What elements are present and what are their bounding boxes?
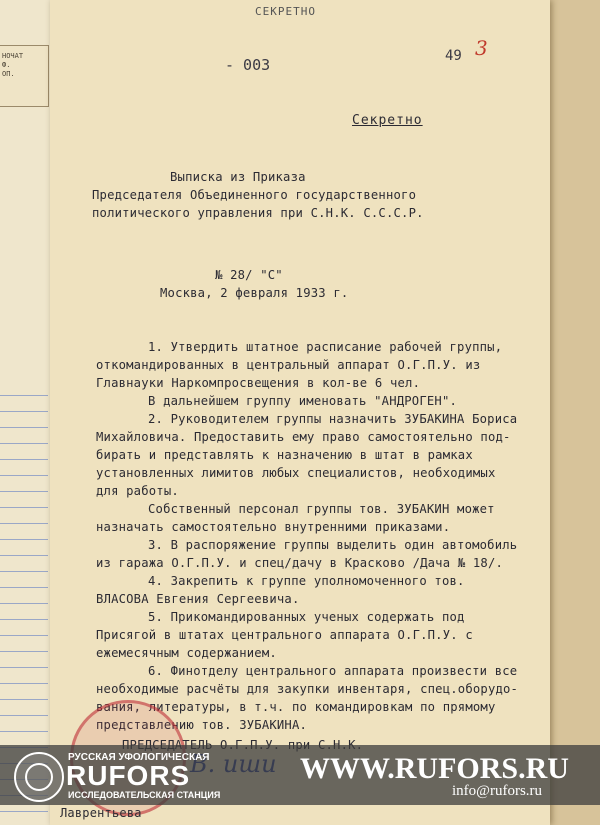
pencil-page-number: 3 bbox=[475, 36, 488, 60]
body-line: для работы. bbox=[96, 484, 179, 498]
watermark-email: info@rufors.ru bbox=[452, 783, 543, 799]
body-line: бирать и представлять к назначению в штат в рамках bbox=[96, 448, 473, 462]
body-line: из гаража О.Г.П.У. и спец/дачу в Красково /Дача № 18/. bbox=[96, 556, 504, 570]
body-line: 2. Руководителем группы назначить ЗУБАКИНА Бориса bbox=[148, 412, 518, 426]
body-line: необходимые расчёты для закупки инвентаря, спец.оборудо- bbox=[96, 682, 519, 696]
body-line: 4. Закрепить к группе уполномоченного тов. bbox=[148, 574, 465, 588]
archive-number-left: - 003 bbox=[225, 56, 271, 74]
order-number: № 28/ "С" bbox=[215, 268, 283, 282]
body-line: 3. В распоряжение группы выделить один автомобиль bbox=[148, 538, 518, 552]
body-line: вания, литературы, в т.ч. по командировкам по прямому bbox=[96, 700, 496, 714]
rufors-logo-icon bbox=[14, 752, 64, 802]
watermark-sub-text: ИССЛЕДОВАТЕЛЬСКАЯ СТАНЦИЯ bbox=[68, 790, 221, 800]
top-strip bbox=[255, 0, 535, 18]
body-line: представлению тов. ЗУБАКИНА. bbox=[96, 718, 308, 732]
body-line: откомандированных в центральный аппарат О.Г.П.У. из bbox=[96, 358, 481, 372]
body-line: Главнауки Наркомпросвещения в кол-ве 6 чел. bbox=[96, 376, 421, 390]
body-line: В дальнейшем группу именовать "АНДРОГЕН". bbox=[148, 394, 458, 408]
top-strip-text: СЕКРЕТНО bbox=[255, 5, 316, 18]
body-line: ежемесячным содержанием. bbox=[96, 646, 277, 660]
body-line: Михайловича. Предоставить ему право самостоятельно под- bbox=[96, 430, 511, 444]
watermark-top-text: РУССКАЯ УФОЛОГИЧЕСКАЯ bbox=[68, 752, 210, 763]
watermark-logo-text: RUFORS bbox=[66, 760, 191, 791]
body-line: Собственный персонал группы тов. ЗУБАКИН может bbox=[148, 502, 495, 516]
title-line-1: Выписка из Приказа bbox=[170, 170, 306, 184]
title-line-3: политического управления при С.Н.К. С.С.С.Р. bbox=[92, 206, 424, 220]
place-date: Москва, 2 февраля 1933 г. bbox=[160, 286, 349, 300]
watermark-site: WWW.RUFORS.RU bbox=[300, 752, 569, 785]
archive-stamp: НОЧАТ Ф. ОП. bbox=[0, 45, 49, 107]
signature-name: Лаврентьева bbox=[60, 806, 142, 820]
body-line: 6. Финотделу центрального аппарата произвести все bbox=[148, 664, 518, 678]
body-line: Присягой в штатах центрального аппарата О.Г.П.У. с bbox=[96, 628, 473, 642]
body-line: 5. Прикомандированных ученых содержать под bbox=[148, 610, 465, 624]
body-line: 1. Утвердить штатное расписание рабочей группы, bbox=[148, 340, 503, 354]
body-line: назначать самостоятельно внутренними приказами. bbox=[96, 520, 451, 534]
secret-label: Секретно bbox=[352, 113, 423, 128]
archive-number-right: 49 bbox=[445, 48, 462, 64]
body-line: ВЛАСОВА Евгения Сергеевича. bbox=[96, 592, 300, 606]
folder-edge bbox=[545, 0, 600, 825]
body-line: установленных лимитов любых специалистов, необходимых bbox=[96, 466, 496, 480]
title-line-2: Председателя Объединенного государственного bbox=[92, 188, 417, 202]
